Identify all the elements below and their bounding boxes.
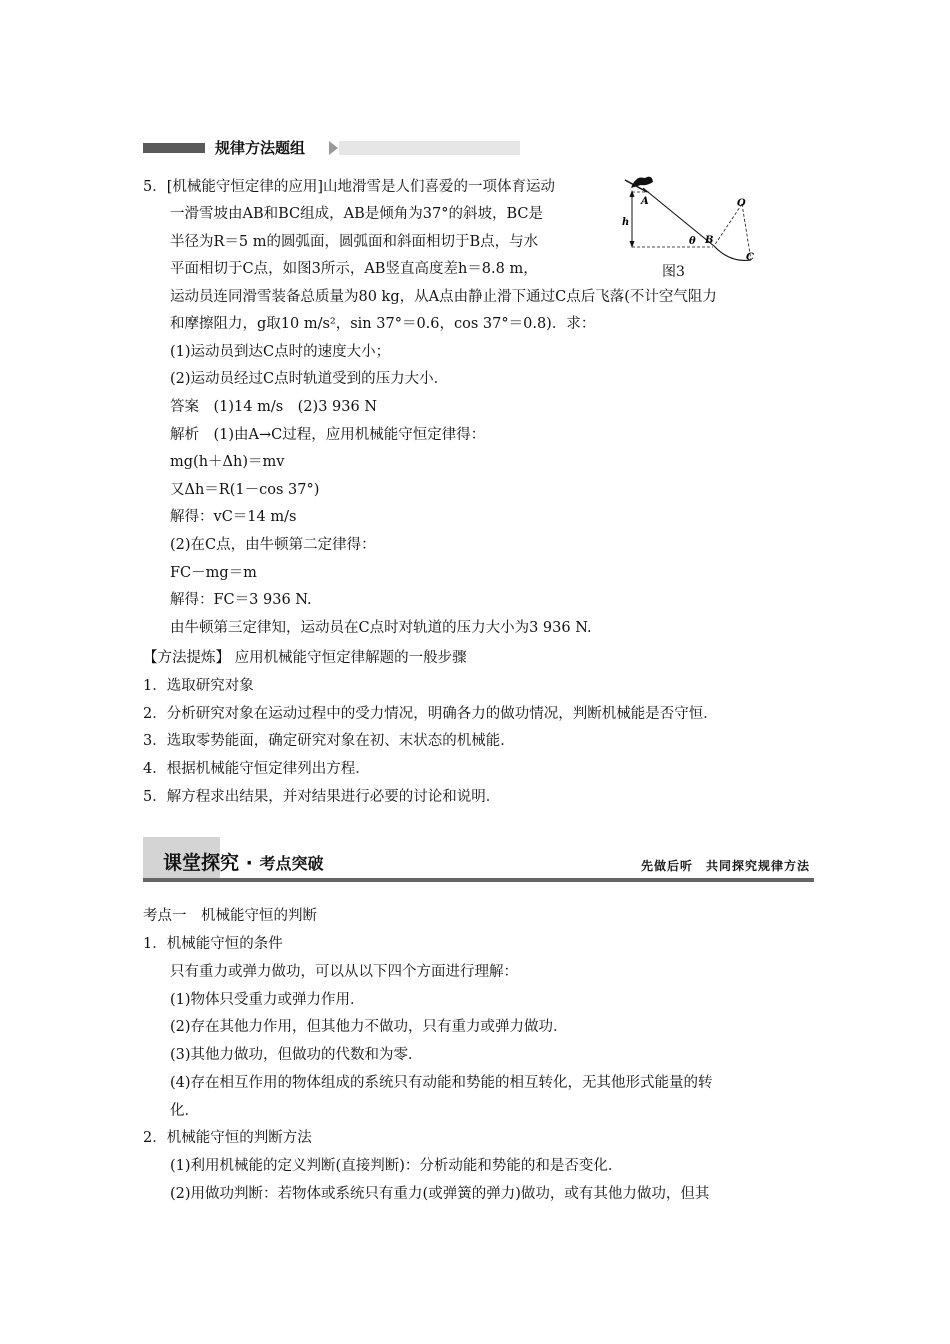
label-C: C: [746, 252, 754, 263]
kaodian-item-1-point-1: (1)物体只受重力或弹力作用．: [170, 992, 365, 1008]
label-B: B: [705, 235, 714, 246]
question-2: (2)运动员经过C点时轨道受到的压力大小．: [170, 371, 449, 387]
section-header-arrow-icon: [329, 141, 338, 155]
kaodian-item-1-point-4: (4)存在相互作用的物体组成的系统只有动能和势能的相互转化，无其他形式能量的转: [170, 1075, 713, 1091]
banner-title-sub: 考点突破: [259, 854, 324, 873]
question-1: (1)运动员到达C点时的速度大小；: [170, 344, 391, 360]
section-header-dark-bar: [143, 143, 205, 153]
banner-title: [163, 851, 323, 876]
result-velocity: 解得：vC＝14 m/s: [170, 509, 297, 525]
kaodian-item-1-point-2: (2)存在其他力作用，但其他力不做功，只有重力或弹力做功．: [170, 1019, 568, 1035]
problem-line-2: 一滑雪坡由AB和BC组成，AB是倾角为37°的斜坡，BC是: [170, 206, 543, 222]
kaodian-heading: 考点一 机械能守恒的判断: [143, 908, 317, 924]
skier-icon: [625, 177, 653, 192]
problem-line-1: 5．[机械能守恒定律的应用]山地滑雪是人们喜爱的一项体育运动: [143, 179, 556, 195]
kaodian-item-2: 2．机械能守恒的判断方法: [143, 1130, 312, 1146]
kaodian-item-1-point-3: (3)其他力做功，但做功的代数和为零．: [170, 1047, 423, 1063]
method-title: 【方法提炼】 应用机械能守恒定律解题的一般步骤: [143, 650, 467, 666]
label-O: O: [737, 198, 746, 209]
label-theta: θ: [689, 236, 696, 247]
problem-line-3: 半径为R＝5 m的圆弧面，圆弧面和斜面相切于B点，与水: [170, 234, 539, 250]
banner-title-dot: ·: [239, 852, 260, 874]
answer-line: 答案 (1)14 m/s (2)3 936 N: [170, 399, 378, 415]
equation-delta-h: 又Δh＝R(1－cos 37°): [170, 482, 320, 498]
problem-line-5: 运动员连同滑雪装备总质量为80 kg，从A点由静止滑下通过C点后飞落(不计空气阻力: [170, 289, 717, 305]
figure-caption: 图3: [662, 264, 685, 280]
analysis-line-1: 解析 (1)由A→C过程，应用机械能守恒定律得：: [170, 427, 486, 443]
analysis-line-2: (2)在C点，由牛顿第二定律得：: [170, 537, 376, 553]
section-header-light-bar: [339, 141, 520, 155]
kaodian-item-2-point-1: (1)利用机械能的定义判断(直接判断)：分析动能和势能的和是否变化．: [170, 1158, 623, 1174]
method-step-1: 1．选取研究对象: [143, 678, 254, 694]
problem-line-6: 和摩擦阻力，g取10 m/s²，sin 37°＝0.6，cos 37°＝0.8)．求：: [170, 316, 596, 332]
kaodian-item-1-point-4-cont: 化．: [170, 1103, 199, 1119]
chapter-banner: [143, 837, 814, 885]
banner-rule: [143, 878, 814, 882]
method-step-3: 3．选取零势能面，确定研究对象在初、末状态的机械能．: [143, 733, 515, 749]
banner-slogan: 先做后听 共同探究规律方法: [640, 859, 810, 873]
equation-newton: FC－mg＝m: [170, 565, 257, 581]
method-step-5: 5．解方程求出结果，并对结果进行必要的讨论和说明．: [143, 789, 501, 805]
kaodian-item-1: 1．机械能守恒的条件: [143, 936, 283, 952]
kaodian-item-2-point-2: (2)用做功判断：若物体或系统只有重力(或弹簧的弹力)做功，或有其他力做功，但其: [170, 1186, 710, 1202]
section-header: [143, 139, 520, 157]
method-step-2: 2．分析研究对象在运动过程中的受力情况，明确各力的做功情况，判断机械能是否守恒．: [143, 706, 718, 722]
section-title: 规律方法题组: [215, 139, 306, 157]
figure-3-ski-slope: [617, 170, 762, 288]
equation-energy: mg(h＋Δh)＝mv: [170, 454, 285, 470]
banner-title-main: 课堂探究: [163, 852, 240, 874]
label-A: A: [641, 196, 649, 207]
kaodian-item-1-text: 只有重力或弹力做功，可以从以下四个方面进行理解：: [170, 964, 518, 980]
conclusion-line: 由牛顿第三定律知，运动员在C点时对轨道的压力大小为3 936 N.: [170, 620, 592, 636]
label-h: h: [622, 217, 630, 228]
result-force: 解得：FC＝3 936 N.: [170, 592, 312, 608]
method-step-4: 4．根据机械能守恒定律列出方程．: [143, 761, 370, 777]
problem-line-4: 平面相切于C点，如图3所示，AB竖直高度差h＝8.8 m，: [170, 261, 538, 277]
